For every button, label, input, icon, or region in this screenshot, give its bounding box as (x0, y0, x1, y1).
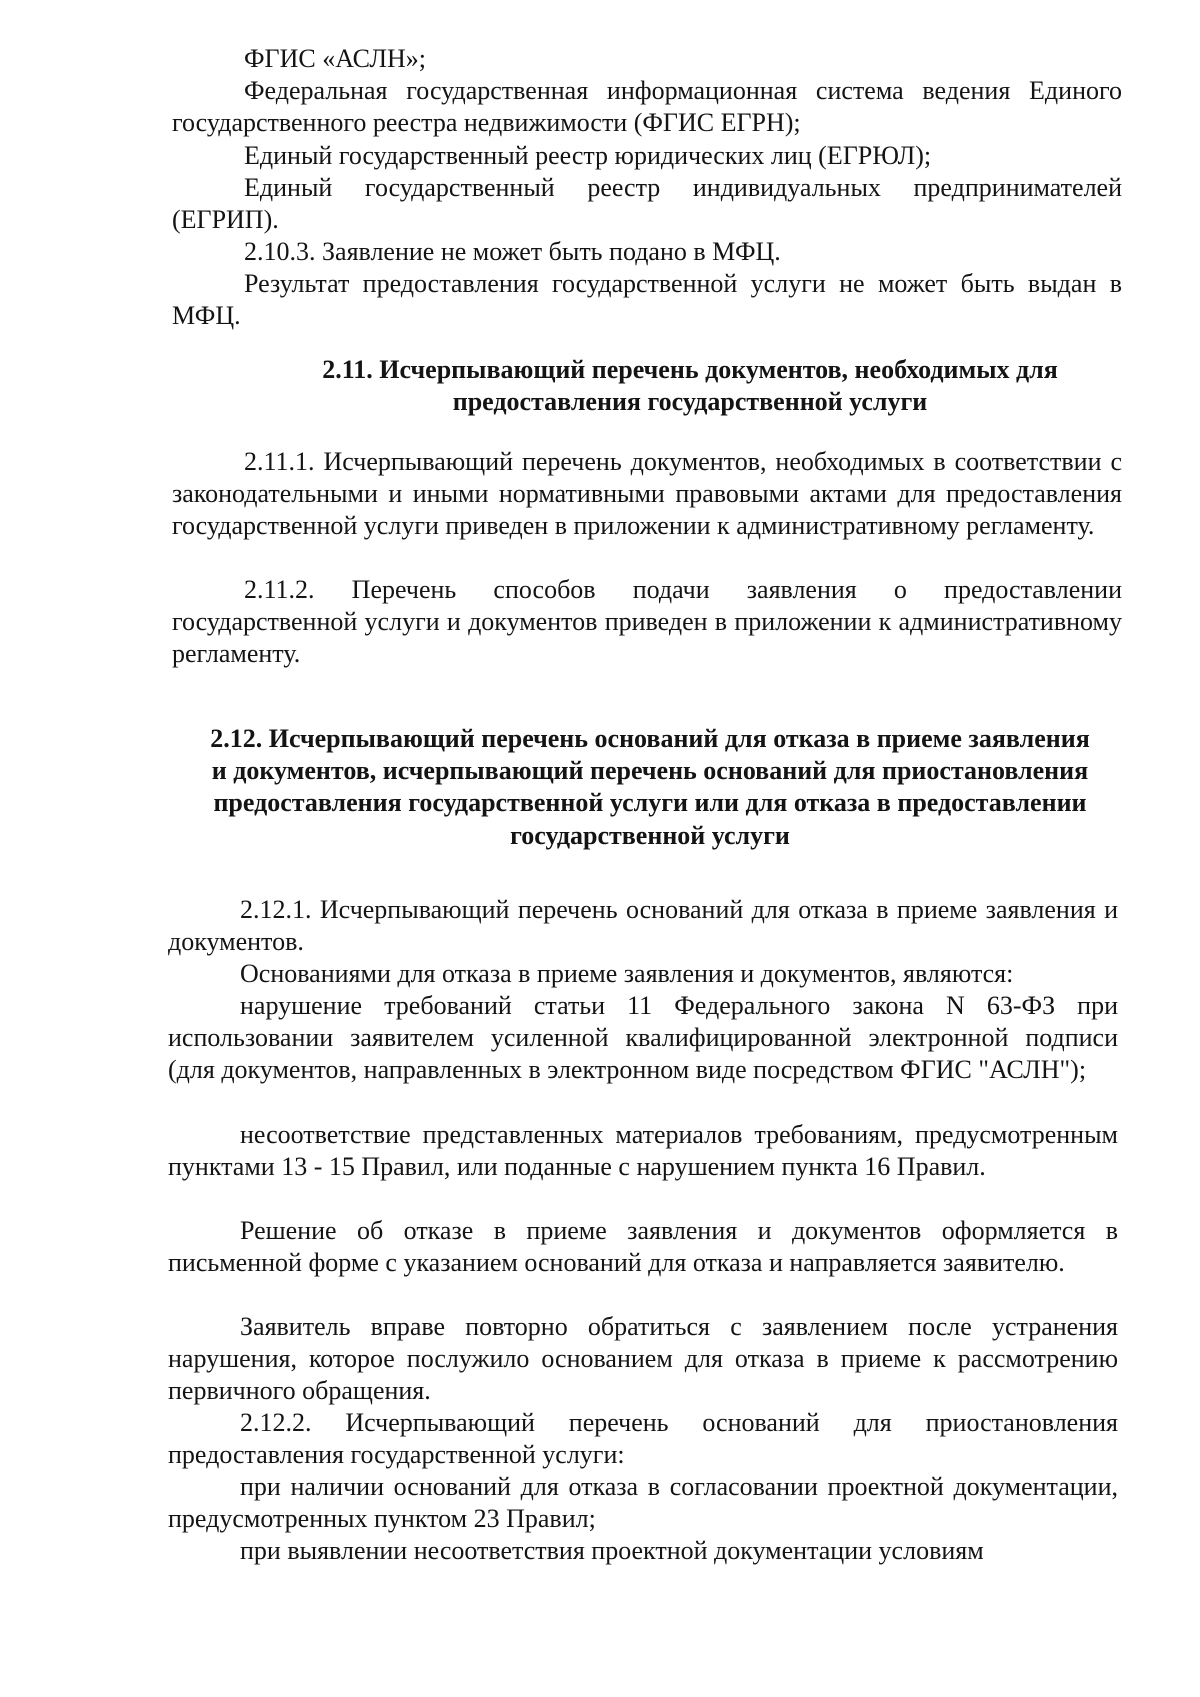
paragraph-2-11-2: 2.11.2. Перечень способов подачи заявления о предоставлении государственной услуги и документов приведен в приложении к административному регламенту. (172, 575, 1122, 669)
section-heading-2-12: 2.12. Исчерпывающий перечень оснований для отказа в приеме заявления и документов, исчерпывающий перечень оснований для приостановления предоставления государственной услуги или для отказа в предоставлении государственной услуги (210, 724, 1090, 850)
paragraph-2-11-1: 2.11.1. Исчерпывающий перечень документов, необходимых в соответствии с законодательными и иными нормативными правовыми актами для предоставления государственной услуги приведен в приложении к административному регламенту. (172, 447, 1122, 541)
paragraph-materials-mismatch: несоответствие представленных материалов требованиям, предусмотренным пунктами 13 - 15 Правил, или поданные с нарушением пункта 16 Правил. (168, 1120, 1118, 1182)
paragraph-inconsistency-conditions: при выявлении несоответствия проектной документации условиям (240, 1536, 984, 1565)
paragraph-refusal-decision: Решение об отказе в приеме заявления и документов оформляется в письменной форме с указанием оснований для отказа и направляется заявителю. (168, 1216, 1118, 1278)
paragraph-2-12-1: 2.12.1. Исчерпывающий перечень оснований для отказа в приеме заявления и документов. (168, 895, 1118, 957)
paragraph-grounds-refusal-intro: Основаниями для отказа в приеме заявления и документов, являются: (240, 959, 1014, 988)
paragraph-egrul: Единый государственный реестр юридических лиц (ЕГРЮЛ); (244, 141, 932, 170)
paragraph-2-12-2: 2.12.2. Исчерпывающий перечень оснований для приостановления предоставления государственной услуги: (168, 1408, 1118, 1470)
section-heading-2-11: 2.11. Исчерпывающий перечень документов, необходимых для предоставления государственной услуги (322, 355, 1058, 417)
paragraph-signature-violation: нарушение требований статьи 11 Федерального закона N 63-ФЗ при использовании заявителем усиленной квалифицированной электронной подписи (для документов, направленных в электронном виде посредством ФГИС "АСЛН"); (168, 991, 1118, 1085)
paragraph-fgis-egrn: Федеральная государственная информационная система ведения Единого государственного реестра недвижимости (ФГИС ЕГРН); (172, 76, 1122, 138)
paragraph-2-10-3: 2.10.3. Заявление не может быть подано в МФЦ. (244, 237, 781, 266)
paragraph-fgis-asln: ФГИС «АСЛН»; (244, 44, 426, 73)
paragraph-grounds-for-refusal-approval: при наличии оснований для отказа в согласовании проектной документации, предусмотренных пунктом 23 Правил; (168, 1472, 1118, 1534)
paragraph-reapplication: Заявитель вправе повторно обратиться с заявлением после устранения нарушения, которое послужило основанием для отказа в приеме к рассмотрению первичного обращения. (168, 1312, 1118, 1406)
paragraph-result-mfc: Результат предоставления государственной услуги не может быть выдан в МФЦ. (172, 269, 1122, 331)
paragraph-egrip: Единый государственный реестр индивидуальных предпринимателей (ЕГРИП). (172, 173, 1122, 235)
